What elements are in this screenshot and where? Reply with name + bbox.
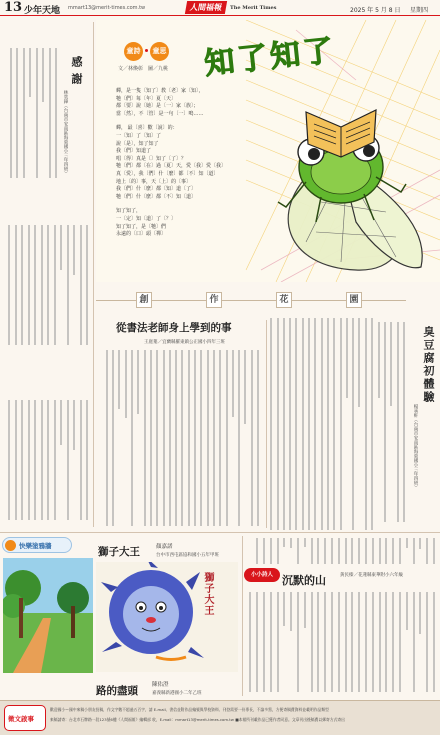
text-column-line <box>358 538 360 564</box>
text-column-line <box>385 592 387 692</box>
text-column-line <box>256 538 258 564</box>
calligraphy-body <box>100 350 260 526</box>
text-column-line <box>137 350 139 414</box>
poem-badge-right: 童思 <box>150 42 169 61</box>
text-column-line <box>60 400 62 445</box>
thanks-body-lower <box>3 400 89 520</box>
text-column-line <box>413 538 415 564</box>
poem-body <box>116 88 266 278</box>
creative-garden-banner <box>96 287 440 313</box>
text-column-line <box>54 400 56 520</box>
text-column-line <box>379 538 381 564</box>
text-column-line <box>219 350 221 526</box>
text-column-line <box>277 538 279 564</box>
art-badge-icon <box>5 540 16 551</box>
lower-right-text <box>250 538 436 564</box>
calligraphy-article <box>96 318 264 530</box>
text-column-line <box>327 318 329 530</box>
text-column-line <box>277 318 279 530</box>
text-column-line <box>399 592 401 692</box>
text-column-line <box>144 350 146 526</box>
section-name: 少年天地 <box>24 6 61 16</box>
text-column-line <box>314 318 316 530</box>
footer-badge-label: 徵文啟事 <box>8 715 34 723</box>
text-column-line <box>23 48 25 178</box>
lion-title: 獅子大王 <box>98 546 140 558</box>
text-column-line <box>256 592 258 692</box>
tofu-title: 臭豆腐初體驗 <box>422 326 435 404</box>
text-column-line <box>251 350 253 526</box>
text-column-line <box>413 592 415 692</box>
text-column-line <box>340 318 342 530</box>
calligraphy-title: 從書法老師身上學到的事 <box>116 322 232 334</box>
text-column-line <box>207 350 209 526</box>
text-column-line <box>16 48 18 178</box>
footer-text-1: 歡迎國小～國中來稿小朋友投稿，作文字數不超過五百字，請 E-mail、書信並附作品編號與學校資料、刊登需要一份專長，不論多寫，方便寄稿費資料並載明作品類型 <box>50 707 329 712</box>
text-column-line <box>308 318 310 530</box>
text-column-line <box>244 350 246 424</box>
text-column-line <box>257 350 259 526</box>
text-column-line <box>426 592 428 692</box>
text-column-line <box>419 592 421 634</box>
text-column-line <box>60 225 62 270</box>
text-column-line <box>55 48 57 178</box>
road-school: 嘉義縣新港國小二年乙班 <box>152 691 202 696</box>
text-column-line <box>86 225 88 345</box>
text-column-line <box>118 350 120 409</box>
poem-stanza-2: 蟬， 最〔喜〕歡〔說〕的： 一〔知〕了〔知〕了 說〔是〕，知了知了 我〔們〕知道了 唱〔得〕真是〔〕知了〔了〕？ 牠〔們〕都〔在〕過〔夏〕天，愛〔我〕愛〔我〕 真〔愛〕，我〔們〕什〔麼〕都〔不〕知〔道〕 地上〔的〕事，天〔上〕的〔事〕 我〔們〕什〔麼〕都〔知〕道〔了〕 牠〔們〕什〔麼〕都〔不〕知〔道〕 <box>116 125 227 200</box>
text-column-line <box>406 592 408 630</box>
text-column-line <box>41 400 43 520</box>
text-column-line <box>392 538 394 564</box>
text-column-line <box>73 400 75 450</box>
text-column-line <box>403 322 405 522</box>
text-column-line <box>80 400 82 520</box>
text-column-line <box>131 350 133 526</box>
footer-text-2: 來稿請寄：台北市石牌路一段123號6樓《人間福報》編輯部 收，E-mail：mmart13@merit-times.com.tw ■本報所刊載作品已獲作者同意。文章刊出後稿費以郵寄方式寄出 <box>50 717 345 722</box>
text-column-line <box>21 400 23 520</box>
poet-divider <box>242 536 243 696</box>
text-column-line <box>352 318 354 530</box>
thanks-title: 感謝 <box>70 56 83 90</box>
text-column-line <box>249 592 251 692</box>
text-column-line <box>338 592 340 692</box>
text-column-line <box>125 350 127 418</box>
little-poet-title: 沉默的山 <box>282 574 326 587</box>
text-column-line <box>372 538 374 564</box>
road-artist: 陳佑澄 <box>152 682 169 688</box>
text-column-line <box>34 400 36 520</box>
text-column-line <box>29 48 31 97</box>
text-column-line <box>333 318 335 530</box>
thanks-article <box>0 20 92 525</box>
text-column-line <box>365 592 367 692</box>
mid-divider <box>266 320 267 528</box>
thanks-body-middle <box>3 225 89 345</box>
thanks-body-upper <box>3 48 58 178</box>
text-column-line <box>67 400 69 520</box>
text-column-line <box>324 538 326 564</box>
lion-painting <box>96 562 238 672</box>
text-column-line <box>47 400 49 520</box>
text-column-line <box>73 225 75 275</box>
cicada-illustration <box>246 72 436 282</box>
text-column-line <box>10 48 12 178</box>
text-column-line <box>365 318 367 530</box>
text-column-line <box>283 592 285 626</box>
text-column-line <box>277 592 279 692</box>
lion-school: 台中市西屯區協和國小五年甲班 <box>156 553 219 558</box>
text-column-line <box>181 350 183 526</box>
thanks-byline: 林奕鋒（台南市安南區海東國小三年四班） <box>63 90 68 176</box>
text-column-line <box>304 592 306 628</box>
text-column-line <box>384 322 386 522</box>
text-column-line <box>150 350 152 526</box>
text-column-line <box>345 592 347 692</box>
text-column-line <box>321 318 323 530</box>
text-column-line <box>365 538 367 564</box>
calligraphy-byline: 王庭蓁／宜蘭縣羅東鎮公正國小四年三班 <box>144 340 225 345</box>
text-column-line <box>290 538 292 548</box>
text-column-line <box>297 592 299 692</box>
text-column-line <box>194 350 196 526</box>
text-column-line <box>41 225 43 345</box>
text-column-line <box>188 350 190 526</box>
text-column-line <box>8 225 10 345</box>
text-column-line <box>331 592 333 692</box>
text-column-line <box>295 318 297 530</box>
tofu-article <box>376 318 440 530</box>
poem-badge-dot <box>145 49 148 52</box>
art-section-divider <box>0 532 440 533</box>
text-column-line <box>399 538 401 564</box>
text-column-line <box>351 538 353 564</box>
text-column-line <box>433 538 435 564</box>
little-poet-badge: 小小詩人 <box>244 568 280 582</box>
text-column-line <box>263 592 265 692</box>
text-column-line <box>433 592 435 692</box>
text-column-line <box>67 225 69 345</box>
text-column-line <box>351 592 353 692</box>
text-column-line <box>80 225 82 345</box>
text-column-line <box>311 592 313 692</box>
page-number: 13 <box>4 0 23 15</box>
text-column-line <box>270 592 272 692</box>
text-column-line <box>15 225 17 345</box>
text-column-line <box>283 318 285 530</box>
footer <box>0 700 440 735</box>
text-column-line <box>47 225 49 345</box>
text-column-line <box>15 400 17 520</box>
issue-date: 2025 年 5 月 8 日 <box>350 7 401 14</box>
text-column-line <box>346 318 348 398</box>
text-column-line <box>372 592 374 692</box>
text-column-line <box>378 322 380 398</box>
text-column-line <box>419 538 421 549</box>
issue-weekday: 星期四 <box>410 7 429 14</box>
art-badge-label: 快樂塗鴉牆 <box>19 542 52 550</box>
banner-char-2: 作 <box>206 292 222 308</box>
text-column-line <box>156 350 158 526</box>
poem-credit: 文／林煥彰 圖／九桃 <box>118 66 169 72</box>
text-column-line <box>371 318 373 530</box>
text-column-line <box>163 350 165 526</box>
text-column-line <box>392 592 394 692</box>
text-column-line <box>28 225 30 345</box>
text-column-line <box>28 400 30 520</box>
road-title: 路的盡頭 <box>96 685 138 697</box>
text-column-line <box>238 350 240 526</box>
text-column-line <box>302 318 304 530</box>
text-column-line <box>317 592 319 692</box>
banner-char-1: 創 <box>136 292 152 308</box>
little-poet-body <box>248 592 436 692</box>
text-column-line <box>283 538 285 547</box>
section-email[interactable]: mmart13@merit-times.com.tw <box>68 5 146 11</box>
text-column-line <box>324 592 326 692</box>
lion-artist: 顏嘉諾 <box>156 544 173 550</box>
text-column-line <box>331 538 333 564</box>
text-column-line <box>311 538 313 564</box>
poem-title: 知了知了 <box>202 33 338 82</box>
text-column-line <box>169 350 171 526</box>
lion-painted-caption: 獅子大王 <box>202 572 213 616</box>
text-column-line <box>390 322 392 406</box>
tofu-body <box>376 322 406 522</box>
footer-badge <box>4 705 46 731</box>
text-column-line <box>290 592 292 631</box>
text-column-line <box>426 538 428 564</box>
text-column-line <box>49 48 51 178</box>
text-column-line <box>304 538 306 547</box>
text-column-line <box>385 538 387 564</box>
poem-badge-left: 童詩 <box>124 42 143 61</box>
text-column-line <box>232 350 234 417</box>
text-column-line <box>406 538 408 548</box>
text-column-line <box>36 48 38 178</box>
text-column-line <box>338 538 340 564</box>
text-column-line <box>175 350 177 526</box>
text-column-line <box>34 225 36 345</box>
text-column-line <box>270 318 272 530</box>
text-column-line <box>358 318 360 407</box>
text-column-line <box>112 350 114 526</box>
text-column-line <box>379 592 381 692</box>
banner-char-4: 園 <box>346 292 362 308</box>
text-column-line <box>263 538 265 564</box>
left-divider <box>93 22 94 527</box>
text-column-line <box>270 538 272 564</box>
text-column-line <box>289 318 291 530</box>
text-column-line <box>317 538 319 564</box>
poem-stanza-1: 蟬，是一隻〔知了〕教〔老〕家〔知〕， 牠〔們〕每〔年〕夏〔天〕 都〔要〕說〔她〕是〔一〕家〔族〕； 當〔然〕，不〔管〕是一句〔一〕鳴…… <box>116 88 204 117</box>
text-column-line <box>358 592 360 692</box>
poem-block <box>96 20 440 282</box>
text-column-line <box>21 225 23 345</box>
text-column-line <box>297 538 299 564</box>
text-column-line <box>226 350 228 526</box>
text-column-line <box>213 350 215 526</box>
text-column-line <box>200 350 202 526</box>
text-column-line <box>397 322 399 522</box>
masthead-logo: 人間福報 <box>185 1 227 14</box>
text-column-line <box>86 400 88 520</box>
poem-stanza-3: 知了知了， 一〔定〕知〔道〕了〔？〕 知了知了，是〔牠〕們 永遠的〔口〕頭〔禪〕 <box>116 208 177 238</box>
tofu-body-continued <box>270 318 374 530</box>
road-painting <box>3 558 93 673</box>
text-column-line <box>42 48 44 102</box>
banner-char-3: 花 <box>276 292 292 308</box>
tofu-byline: 楊承軒（台南市安南區海東國小三年四班） <box>413 404 418 490</box>
text-column-line <box>106 350 108 526</box>
text-column-line <box>8 400 10 520</box>
little-poet-byline: 黃民榛／花蓮縣東華附小六年級 <box>340 573 403 578</box>
art-badge <box>2 537 72 553</box>
text-column-line <box>345 538 347 564</box>
page-header <box>0 0 440 16</box>
text-column-line <box>54 225 56 345</box>
masthead-english: The Merit Times <box>230 5 277 11</box>
